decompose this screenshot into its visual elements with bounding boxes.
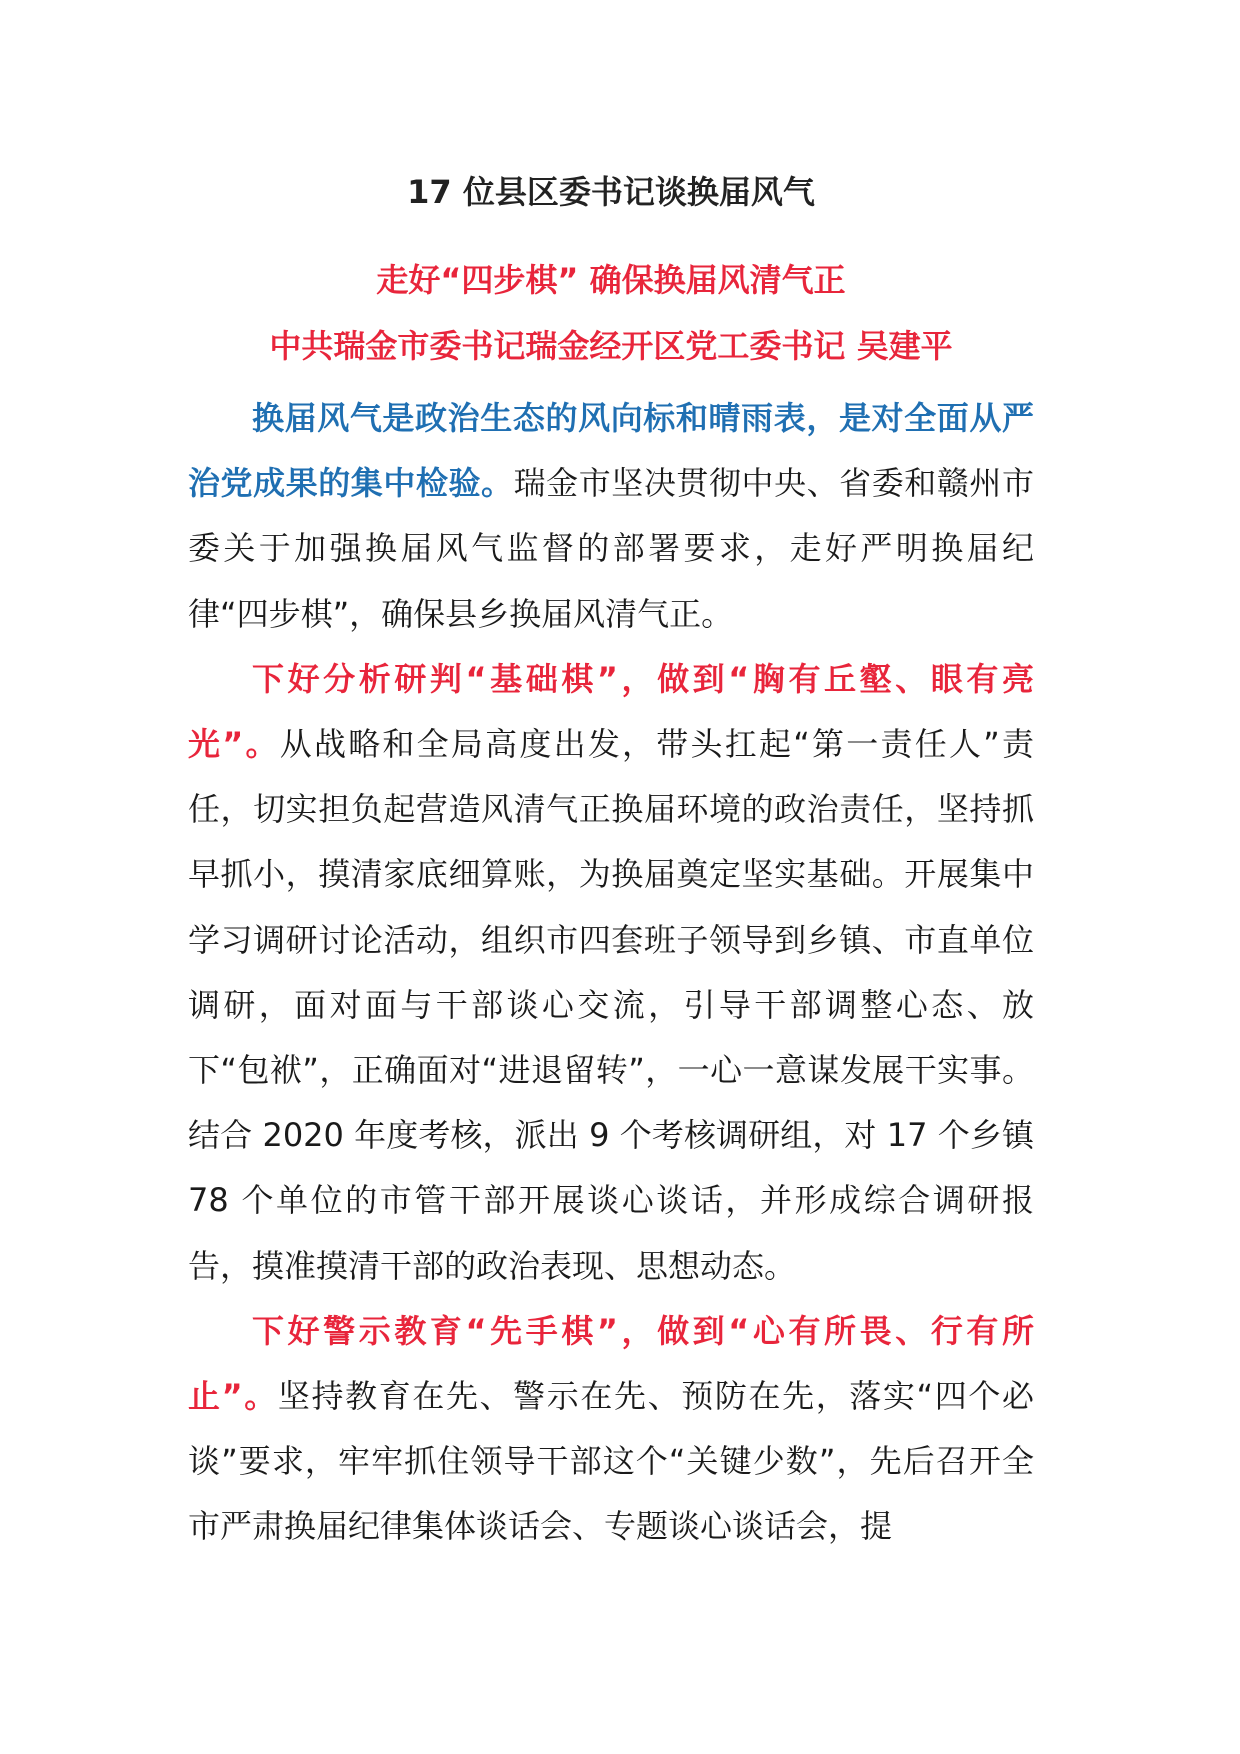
article-subtitle: 走好“四步棋” 确保换届风清气正 — [376, 261, 846, 299]
paragraph — [188, 1299, 1034, 1560]
paragraph — [188, 386, 1034, 647]
paragraph-lead: 下好警示教育“先手棋”，做到“心有所畏、行有所止”。 — [188, 1311, 1034, 1416]
paragraph-text: 瑞金市坚决贯彻中央、省委和赣州市委关于加强换届风气监督的部署要求，走好严明换届纪律“四步棋”，确保县乡换届风清气正。 — [188, 464, 1034, 633]
paragraph-text: 从战略和全局高度出发，带头扛起“第一责任人”责任，切实担负起营造风清气正换届环境的政治责任，坚持抓早抓小，摸清家底细算账，为换届奠定坚实基础。开展集中学习调研讨论活动，组织市四套班子领导到乡镇、市直单位调研，面对面与干部谈心交流，引导干部调整心态、放下“包袱”，正确面对“进退留转”，一心一意谋发展干实事。结合 2020 年度考核，派出 9 个考核调研组，对 17 个乡镇 78 个单位的市管干部开展谈心谈话，并形成综合调研报告，摸准摸清干部的政治表现、思想动态。 — [188, 725, 1034, 1285]
author-line: 中共瑞金市委书记瑞金经开区党工委书记 吴建平 — [269, 327, 953, 365]
page-title: 17 位县区委书记谈换届风气 — [407, 173, 815, 211]
paragraph — [188, 647, 1034, 1299]
paragraph-lead: 换届风气是政治生态的风向标和晴雨表，是对全面从严治党成果的集中检验。 — [188, 399, 1034, 503]
article-body — [188, 386, 1034, 1560]
paragraph-text: 坚持教育在先、警示在先、预防在先，落实“四个必谈”要求，牢牢抓住领导干部这个“关键少数”，先后召开全市严肃换届纪律集体谈话会、专题谈心谈话会，提 — [188, 1377, 1034, 1546]
paragraph-lead: 下好分析研判“基础棋”，做到“胸有丘壑、眼有亮光”。 — [188, 659, 1034, 764]
